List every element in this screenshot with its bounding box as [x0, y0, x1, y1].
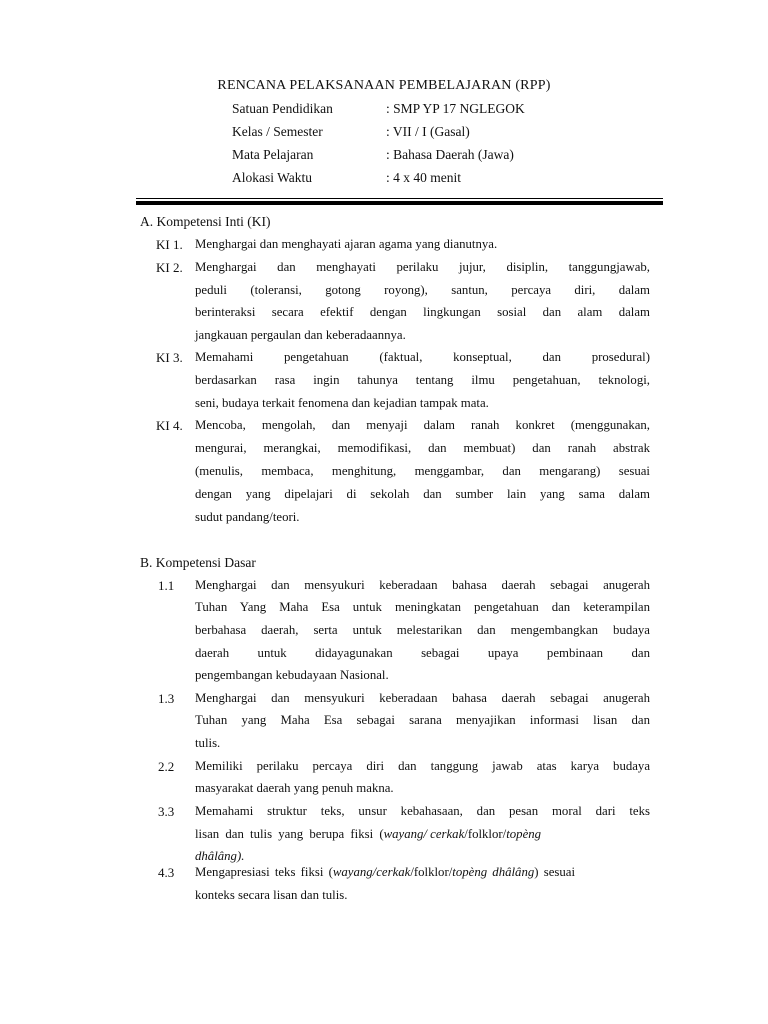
- ki-line: berinteraksi secara efektif dengan lingkungan sosial dan alam dalam: [195, 305, 650, 319]
- meta-label: Kelas / Semester: [232, 124, 323, 139]
- kd-text-italic: topèng dhâlâng: [452, 865, 535, 879]
- kd-line: tulis.: [195, 736, 221, 750]
- ki-number: KI 2.: [156, 260, 183, 275]
- kd-text: Mengapresiasi teks fiksi (: [195, 865, 333, 879]
- kd-line: [195, 827, 650, 842]
- meta-value: : Bahasa Daerah (Jawa): [386, 147, 514, 162]
- kd-number: 3.3: [158, 804, 175, 819]
- section-a-heading: A. Kompetensi Inti (KI): [140, 214, 271, 229]
- meta-value: : 4 x 40 menit: [386, 170, 461, 185]
- kd-text: /folklor/: [464, 827, 507, 841]
- ki-line: Memahami pengetahuan (faktual, konseptual, dan prosedural): [195, 350, 650, 364]
- ki-line: sudut pandang/teori.: [195, 510, 300, 524]
- kd-line: Memahami struktur teks, unsur kebahasaan, dan pesan moral dari teks: [195, 804, 650, 818]
- ki-line: dengan yang dipelajari di sekolah dan sumber lain yang sama dalam: [195, 487, 650, 501]
- kd-line: daerah untuk didayagunakan sebagai upaya pembinaan dan: [195, 646, 650, 660]
- kd-text: ) sesuai: [534, 865, 575, 879]
- kd-line: dhâlâng).: [195, 849, 245, 863]
- kd-line: Tuhan yang Maha Esa sebagai sarana menyajikan informasi lisan dan: [195, 713, 650, 727]
- ki-number: KI 1.: [156, 237, 183, 252]
- ki-line: seni, budaya terkait fenomena dan kejadian tampak mata.: [195, 396, 489, 410]
- kd-line: Tuhan Yang Maha Esa untuk meningkatan pengetahuan dan keterampilan: [195, 600, 650, 614]
- kd-line: konteks secara lisan dan tulis.: [195, 888, 348, 902]
- ki-line: Menghargai dan menghayati perilaku jujur, disiplin, tanggungjawab,: [195, 260, 650, 274]
- meta-label: Mata Pelajaran: [232, 147, 314, 162]
- kd-line: pengembangan kebudayaan Nasional.: [195, 668, 389, 682]
- ki-line: peduli (toleransi, gotong royong), santun, percaya diri, dalam: [195, 283, 650, 297]
- kd-line: Menghargai dan mensyukuri keberadaan bahasa daerah sebagai anugerah: [195, 691, 650, 705]
- header-divider: [136, 201, 663, 205]
- kd-number: 1.1: [158, 578, 175, 593]
- meta-label: Alokasi Waktu: [232, 170, 313, 185]
- kd-text: lisan dan tulis yang berupa fiksi (: [195, 827, 384, 841]
- kd-text-italic: topèng: [506, 827, 542, 841]
- kd-number: 1.3: [158, 691, 175, 706]
- ki-line: berdasarkan rasa ingin tahunya tentang ilmu pengetahuan, teknologi,: [195, 373, 650, 387]
- kd-line: masyarakat daerah yang penuh makna.: [195, 781, 394, 795]
- header-divider-thin: [136, 198, 663, 199]
- kd-text-italic: wayang/ cerkak: [383, 827, 465, 841]
- kd-number: 2.2: [158, 759, 175, 774]
- kd-number: 4.3: [158, 865, 175, 880]
- ki-line: Menghargai dan menghayati ajaran agama yang dianutnya.: [195, 237, 498, 251]
- meta-value: : SMP YP 17 NGLEGOK: [386, 101, 525, 116]
- kd-line: Memiliki perilaku percaya diri dan tanggung jawab atas karya budaya: [195, 759, 650, 773]
- kd-line: Menghargai dan mensyukuri keberadaan bahasa daerah sebagai anugerah: [195, 578, 650, 592]
- ki-number: KI 4.: [156, 418, 183, 433]
- page-title: RENCANA PELAKSANAAN PEMBELAJARAN (RPP): [217, 78, 551, 93]
- section-b-heading: B. Kompetensi Dasar: [140, 555, 256, 570]
- ki-line: Mencoba, mengolah, dan menyaji dalam ranah konkret (menggunakan,: [195, 418, 650, 432]
- ki-number: KI 3.: [156, 350, 183, 365]
- kd-line: berbahasa daerah, serta untuk melestarikan dan mengembangkan budaya: [195, 623, 650, 637]
- kd-text: /folklor/: [410, 865, 453, 879]
- meta-label: Satuan Pendidikan: [232, 101, 333, 116]
- kd-text-italic: wayang/cerkak: [332, 865, 411, 879]
- ki-line: (menulis, membaca, menghitung, menggambar, dan mengarang) sesuai: [195, 464, 650, 478]
- kd-line: [195, 865, 650, 880]
- ki-line: mengurai, merangkai, memodifikasi, dan membuat) dan ranah abstrak: [195, 441, 650, 455]
- ki-line: jangkauan pergaulan dan keberadaannya.: [195, 328, 406, 342]
- meta-value: : VII / I (Gasal): [386, 124, 470, 139]
